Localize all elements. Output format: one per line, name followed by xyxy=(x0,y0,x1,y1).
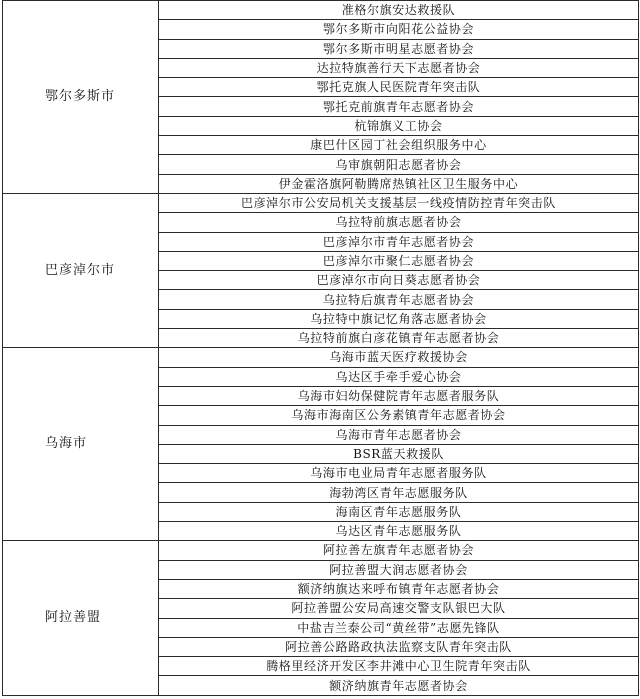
organization-cell: 鄂尔多斯市明星志愿者协会 xyxy=(159,39,639,58)
table-row xyxy=(3,193,639,212)
organization-cell: 乌海市妇幼保健院青年志愿者服务队 xyxy=(159,386,639,405)
organization-cell: 海南区青年志愿服务队 xyxy=(159,502,639,521)
organization-cell: 鄂托克前旗青年志愿者协会 xyxy=(159,97,639,116)
region-cell: 阿拉善盟 xyxy=(3,541,159,695)
organization-cell: 额济纳旗青年志愿者协会 xyxy=(159,676,639,695)
organization-cell: 鄂尔多斯市向阳花公益协会 xyxy=(159,20,639,39)
organization-cell: 中盐吉兰泰公司“黄丝带”志愿先锋队 xyxy=(159,618,639,637)
organization-cell: 乌审旗朝阳志愿者协会 xyxy=(159,155,639,174)
organization-cell: 阿拉善左旗青年志愿者协会 xyxy=(159,541,639,560)
organization-cell: 乌拉特后旗青年志愿者协会 xyxy=(159,290,639,309)
table-row xyxy=(3,541,639,560)
organization-cell: 乌海市海南区公务素镇青年志愿者协会 xyxy=(159,406,639,425)
organization-cell: 腾格里经济开发区李井滩中心卫生院青年突击队 xyxy=(159,657,639,676)
organization-cell: 乌海市青年志愿者协会 xyxy=(159,425,639,444)
organization-cell: 阿拉善盟公安局高速交警支队银巴大队 xyxy=(159,599,639,618)
region-cell: 鄂尔多斯市 xyxy=(3,1,159,194)
organization-cell: 乌达区手牵手爱心协会 xyxy=(159,367,639,386)
organization-cell: 达拉特旗善行天下志愿者协会 xyxy=(159,58,639,77)
organization-cell: 乌拉特中旗记忆角落志愿者协会 xyxy=(159,309,639,328)
organization-cell: 阿拉善盟大润志愿者协会 xyxy=(159,560,639,579)
region-cell: 乌海市 xyxy=(3,348,159,541)
organization-cell: 乌拉特前旗志愿者协会 xyxy=(159,213,639,232)
table-row xyxy=(3,1,639,20)
table-row xyxy=(3,348,639,367)
region-cell: 巴彦淖尔市 xyxy=(3,193,159,347)
organization-cell: 阿拉善公路路政执法监察支队青年突击队 xyxy=(159,637,639,656)
organization-cell: 鄂托克旗人民医院青年突击队 xyxy=(159,78,639,97)
organization-cell: 乌海市蓝天医疗救援协会 xyxy=(159,348,639,367)
volunteer-org-table xyxy=(2,0,639,696)
organization-cell: 额济纳旗达来呼布镇青年志愿者协会 xyxy=(159,579,639,598)
organization-cell: 巴彦淖尔市青年志愿者协会 xyxy=(159,232,639,251)
organization-cell: 巴彦淖尔市公安局机关支援基层一线疫情防控青年突击队 xyxy=(159,193,639,212)
organization-cell: 巴彦淖尔市向日葵志愿者协会 xyxy=(159,271,639,290)
organization-cell: 乌海市电业局青年志愿者服务队 xyxy=(159,464,639,483)
organization-cell: 乌拉特前旗白彦花镇青年志愿者协会 xyxy=(159,329,639,348)
organization-cell: 杭锦旗义工协会 xyxy=(159,116,639,135)
organization-cell: 准格尔旗安达救援队 xyxy=(159,1,639,20)
organization-cell: 康巴什区园丁社会组织服务中心 xyxy=(159,136,639,155)
table-body xyxy=(3,1,639,696)
organization-cell: 海勃湾区青年志愿服务队 xyxy=(159,483,639,502)
organization-cell: 伊金霍洛旗阿勒腾席热镇社区卫生服务中心 xyxy=(159,174,639,193)
organization-cell: 巴彦淖尔市聚仁志愿者协会 xyxy=(159,251,639,270)
organization-cell: 乌达区青年志愿服务队 xyxy=(159,522,639,541)
organization-cell: BSR蓝天救援队 xyxy=(159,444,639,463)
